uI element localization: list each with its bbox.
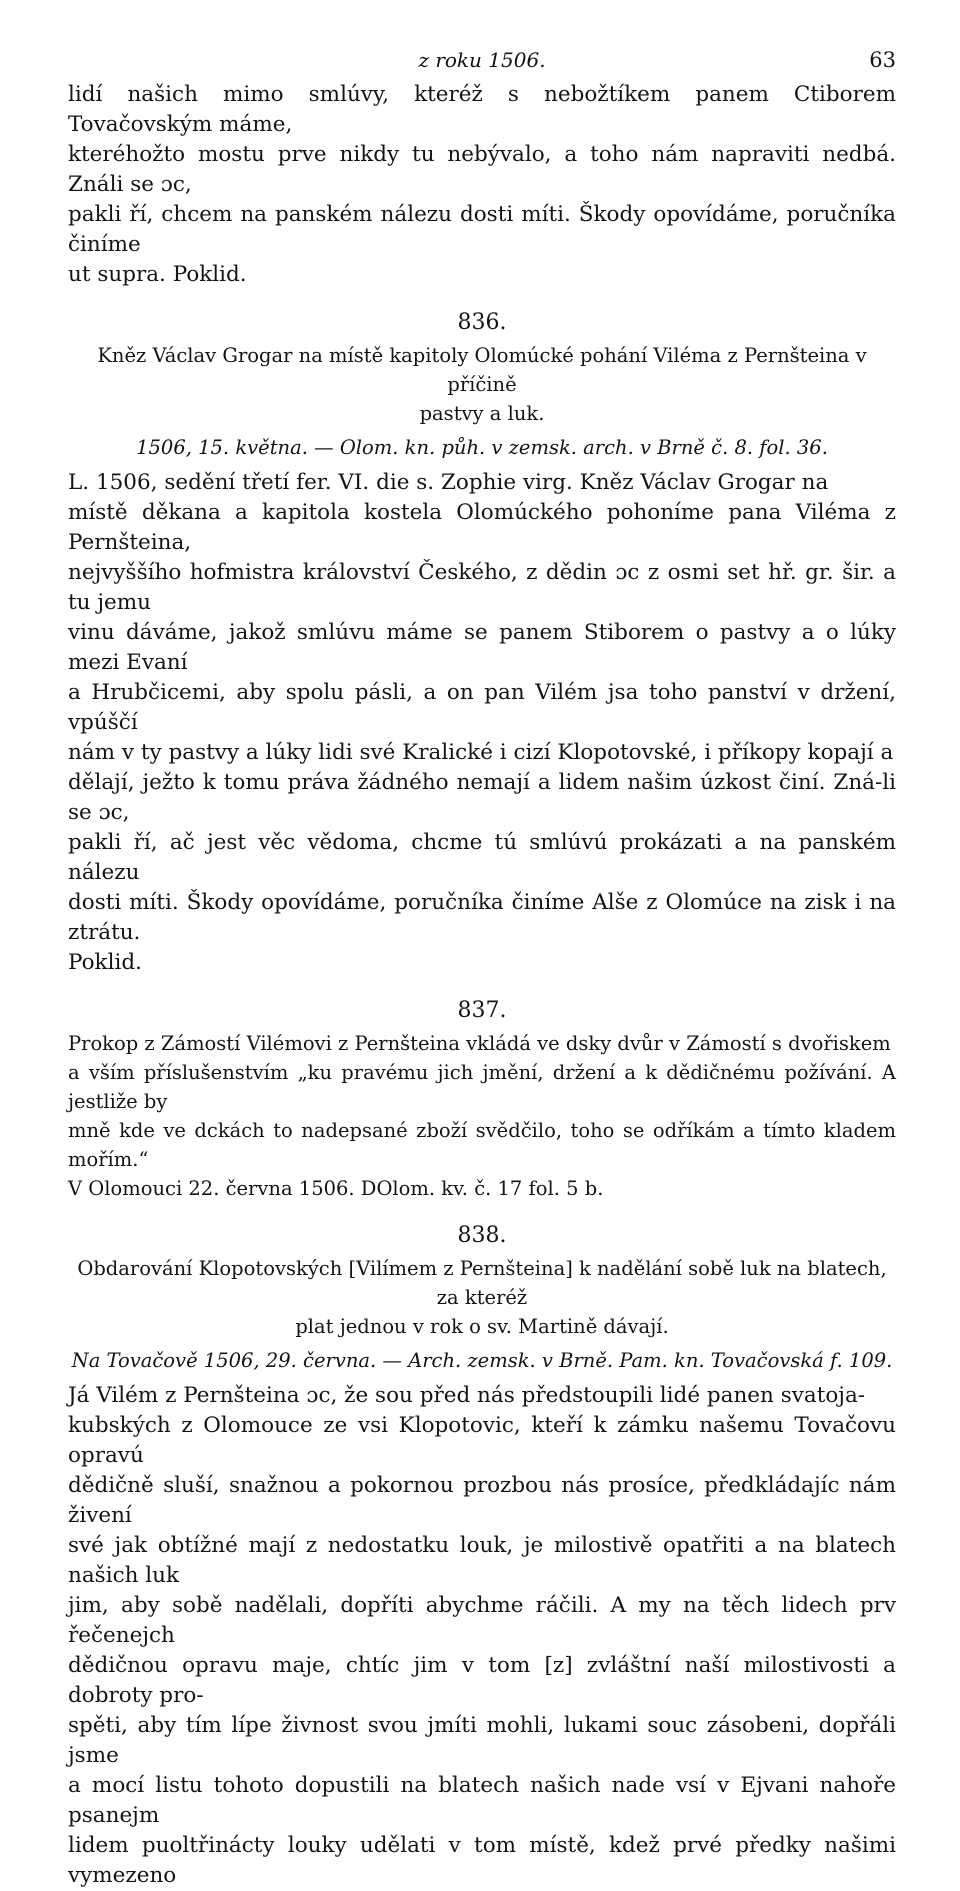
entry-source: 1506, 15. května. — Olom. kn. půh. v zemsk. arch. v Brně č. 8. fol. 36. [136, 436, 828, 459]
intro-paragraph: lidí našich mimo smlúvy, kteréž s nebožtíkem panem Ctiborem Tovačovským máme, kteréhožto mostu prve nikdy tu nebývalo, a toho nám napraviti nedbá. Ználi se ɔc, pakli ří, chcem na panském nálezu dosti míti. Škody opovídáme, poručníka činíme ut supra. Poklid. [68, 82, 896, 287]
entry-title: Kněz Václav Grogar na místě kapitoly Olomúcké pohání Viléma z Pernšteina v příčině pastvy a luk. [97, 344, 867, 425]
document-page [68, 40, 896, 1891]
entry-number: 838. [457, 1223, 507, 1248]
entry-body: Já Vilém z Pernšteina ɔc, že sou před nás předstoupili lidé panen svatoja- kubských z Olomouce ze vsi Klopotovic, kteří k zámku našemu Tovačovu opravú dědičně sluší, snažnou a pokornou prozbou nás prosíce, předkládajíc nám živení své jak obtížné mají z nedostatku louk, je milostivě opatřiti a na blatech našich luk jim, aby sobě nadělali, dopříti abychme ráčili. A my na těch lidech prv řečenejch dědičnou opravu maje, chtíc jim v tom [z] zvláštní naší milostivosti a dobroty pro- spěti, aby tím lípe živnost svou jmíti mohli, lukami souc zásobeni, dopřáli jsme a mocí listu tohoto dopustili na blatech našich nade vsí v Ejvani nahoře psanejm lidem puoltřinácty louky udělati v tom místě, kdež prvé předky našimi vymezeno [68, 1383, 896, 1888]
entry-source: Na Tovačově 1506, 29. června. — Arch. zemsk. v Brně. Pam. kn. Tovačovská f. 109. [71, 1349, 893, 1372]
entry-body: Prokop z Zámostí Vilémovi z Pernšteina vkládá ve dsky dvůr v Zámostí s dvořiskem a vším příslušenstvím „ku pravému jich jmění, držení a k dědičnému požívání. A jestliže by mně kde ve dckách to nadepsané zboží svědčilo, toho se odříkám a tímto kladem mořím.“ V Olomouci 22. června 1506. DOlom. kv. č. 17 fol. 5 b. [68, 1032, 896, 1200]
running-head: z roku 1506. [418, 48, 546, 72]
page-number: 63 [869, 48, 896, 72]
entry-number: 837. [457, 998, 507, 1023]
entry-body: L. 1506, sedění třetí fer. VI. die s. Zophie virg. Kněz Václav Grogar na místě děkana a kapitola kostela Olomúckého pohoníme pana Viléma z Pernšteina, nejvyššího hofmistra království Českého, z dědin ɔc z osmi set hř. gr. šir. a tu jemu vinu dáváme, jakož smlúvu máme se panem Stiborem o pastvy a o lúky mezi Evaní a Hrubčicemi, aby spolu pásli, a on pan Vilém jsa toho panství v držení, vpúščí nám v ty pastvy a lúky lidi své Kralické i cizí Klopotovské, i příkopy kopají a dělají, ježto k tomu práva žádného nemají a lidem našim úzkost činí. Zná-li se ɔc, pakli ří, ač jest věc vědoma, chcme tú smlúvú prokázati a na panském nálezu dosti míti. Škody opovídáme, poručníka činíme Alše z Olomúce na zisk i na ztrátu. Poklid. [68, 470, 896, 975]
page-header [68, 40, 896, 80]
entry-number: 836. [457, 310, 507, 335]
entry-title: Obdarování Klopotovských [Vilímem z Pernšteina] k nadělání sobě luk na blatech, za kteréž plat jednou v rok o sv. Martině dávají. [77, 1257, 887, 1338]
